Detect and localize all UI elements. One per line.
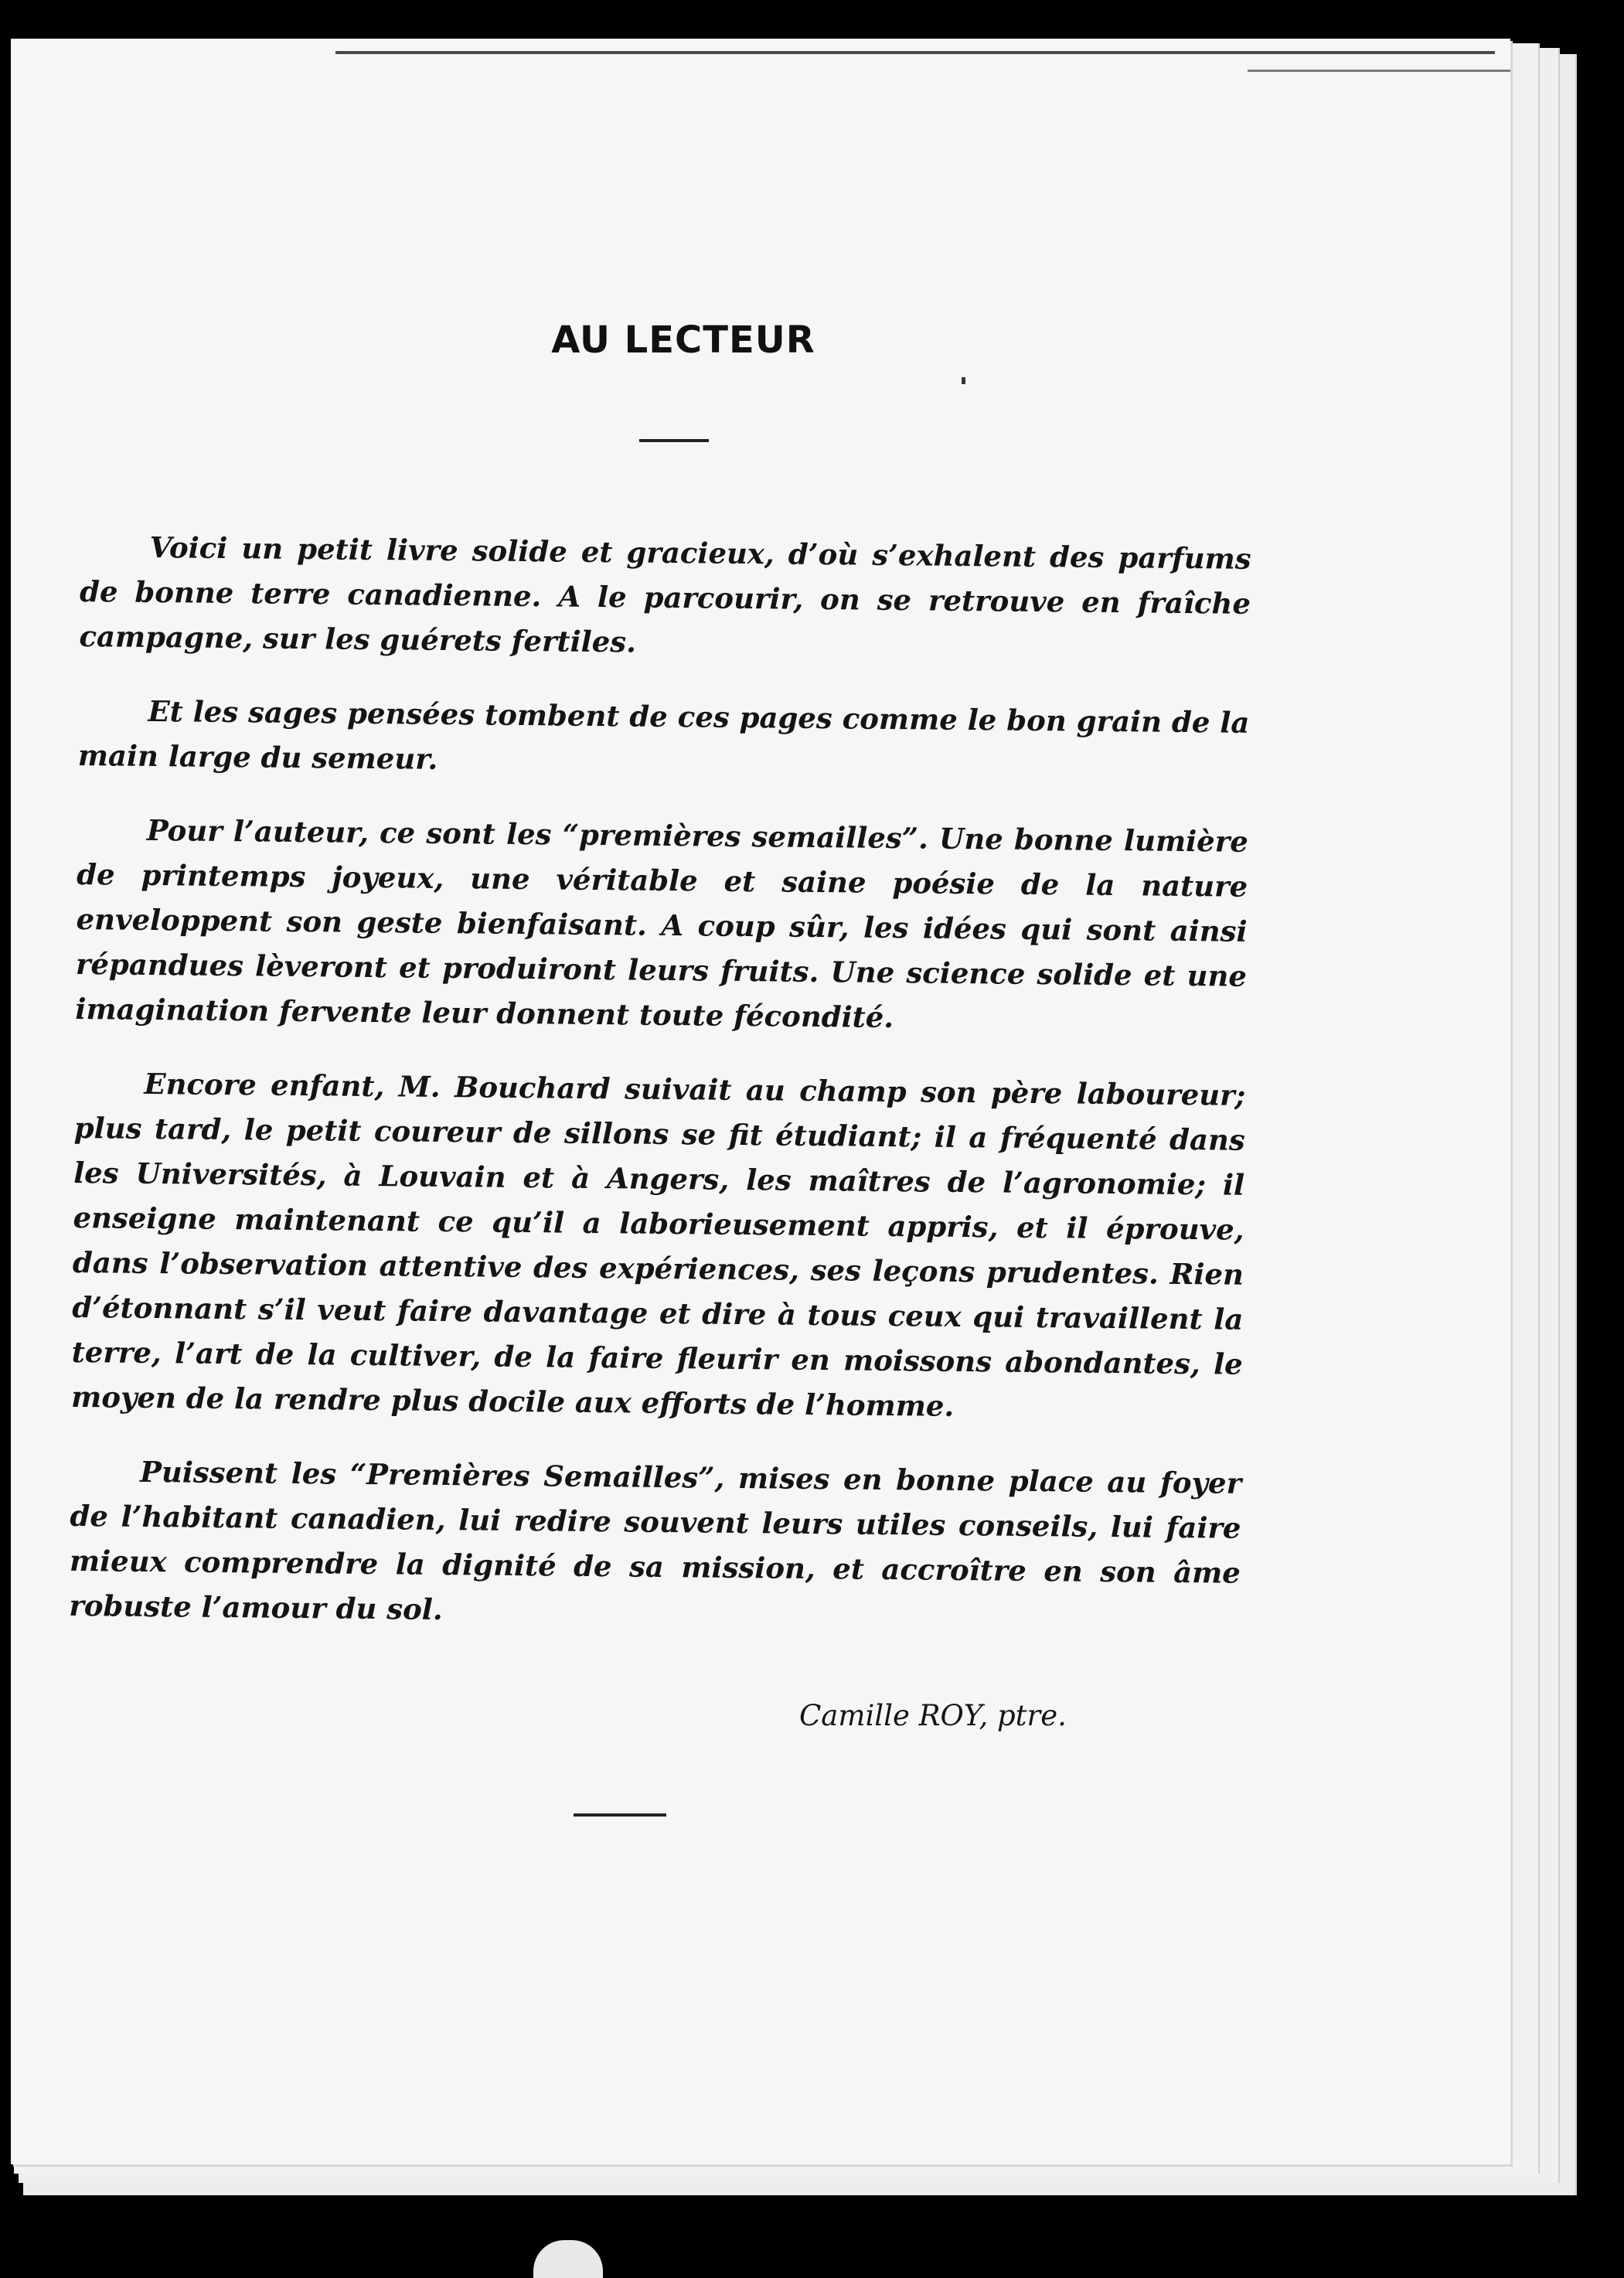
paragraph: Encore enfant, M. Bouchard suivait au champ son père laboureur; plus tard, le petit coureur de sillons se fit étudiant; il a fréquenté dans les Universités, à Louvain et à Angers, les maîtres de l’agronomie; il enseigne maintenant ce qu’il a laborieusement appris, et il éprouve, dans l’observation attentive des expériences, ses leçons prudentes. Rien d’étonnant s’il veut faire davantage et dire à tous ceux qui travaillent la terre, l’art de la cultiver, de la faire fleurir en moissons abondantes, le moyen de la rendre plus docile aux efforts de l’homme.	[70, 1066, 1246, 1423]
ink-speck	[962, 377, 965, 384]
page-title: AU LECTEUR	[551, 318, 815, 362]
paragraph: Puissent les “Premières Semailles”, mises en bonne place au foyer de l’habitant canadien, lui redire souvent leurs utiles conseils, lui faire mieux comprendre la dignité de sa mission, et accroître en son âme robuste l’amour du sol.	[69, 1454, 1242, 1626]
paragraph: Et les sages pensées tombent de ces pages comme le bon grain de la main large du semeur.	[77, 693, 1250, 776]
title-divider	[639, 439, 709, 442]
paragraph: Voici un petit livre solide et gracieux, d’où s’exhalent des parfums de bonne terre canadienne. A le parcourir, on se retrouve en fraîche campagne, sur les guérets fertiles.	[79, 529, 1251, 659]
top-scan-line	[1248, 70, 1510, 72]
signature: Camille ROY, ptre.	[799, 1699, 1067, 1732]
bottom-divider	[574, 1813, 666, 1817]
book-page	[11, 39, 1510, 2164]
paragraph: Pour l’auteur, ce sont les “premières semailles”. Une bonne lumière de printemps joyeux, une véritable et saine poésie de la nature enveloppent son geste bienfaisant. A coup sûr, les idées qui sont ainsi répandues lèveront et produiront leurs fruits. Une science solide et une imagination fervente leur donnent toute fécondité.	[75, 812, 1249, 1035]
top-scan-line	[335, 51, 1495, 54]
body-text	[69, 524, 1251, 1670]
scan-blot	[533, 2240, 603, 2278]
